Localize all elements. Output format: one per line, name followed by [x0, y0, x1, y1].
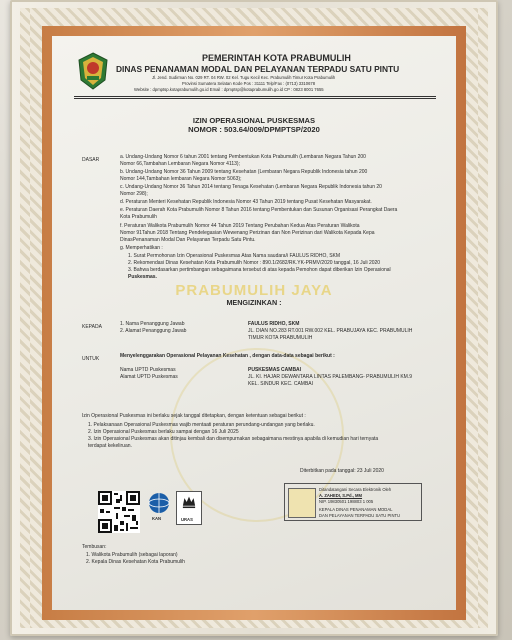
consideration-item: 3. Bahwa berdasarkan pertimbangan sebagaimana tersebut di atas kepada Pemohon dapat diberikan Izin Operasional — [128, 267, 391, 273]
dasar-item: g. Memperhatikan : — [120, 245, 163, 251]
mengizinkan-heading: MENGIZINKAN : — [226, 298, 282, 307]
untuk-field: Nama UPTD Puskesmas — [120, 367, 176, 373]
ketentuan-intro: Izin Operasional Puskesmas ini berlaku sejak tanggal ditetapkan, dengan ketentuan sebagai berikut : — [82, 413, 306, 419]
consideration-item: 2. Rekomendasi Dinas Kesehatan Kota Prabumulih Nomor : 890.1/2682/RK.YK-PRMV/2020 tanggal, 16 Juli 2020 — [128, 260, 381, 266]
document-title: IZIN OPERASIONAL PUSKESMAS — [192, 116, 316, 125]
address-line-2: Provinsi Sumatera Selatan Kode Pos : 31111 Telp/Fax : (0713) 3310678 — [182, 81, 316, 86]
document-number: NOMOR : 503.64/009/DPMPTSP/2020 — [188, 125, 320, 134]
puskesmas-address: KEL. SINDUR KEC. CAMBAI — [248, 381, 314, 387]
tembusan-label: Tembusan: — [82, 544, 107, 550]
address-line-3: Website : dpmptsp.kotaprabumulih.go.id Email : dpmptsp@kotaprabumulih.go.id CP : 0823 8001 7655 — [134, 87, 324, 92]
city-emblem-icon — [78, 52, 108, 90]
issue-date: Diterbitkan pada tanggal: 23 Juli 2020 — [300, 468, 384, 474]
dasar-item: f. Peraturan Walikota Prabumulih Nomor 44 Tahun 2019 Tentang Perubahan Kedua Atas Peraturan Walikota — [120, 223, 360, 229]
dasar-item: Nomor 144,Tambahan lembaran Negara Nomor 5063); — [120, 176, 242, 182]
ketentuan-item: 2. Izin Operasional Puskesmas berlaku sampai dengan 16 Juli 2025 — [88, 429, 239, 435]
kan-cert-logo — [146, 491, 172, 525]
untuk-label: UNTUK — [82, 356, 100, 362]
agency-name: DINAS PENANAMAN MODAL DAN PELAYANAN TERPADU SATU PINTU — [116, 64, 400, 74]
ketentuan-item: terdapat kekeliruan. — [88, 443, 132, 449]
ketentuan-item: 1. Pelaksanaan Operasional Puskesmas wajib mentaati peraturan perundang-undangan yang berlaku. — [88, 422, 315, 428]
signer-nip: NIP. 19830501 198803 1 005 — [319, 499, 374, 504]
puskesmas-address: JL. KI. HAJAR DEWANTARA LINTAS PALEMBANG- PRABUMULIH KM.9 — [248, 374, 413, 380]
consideration-item: 1. Surat Permohonan Izin Operasional Puskesmas Atas Nama saudara/i FAULUS RIDHO, SKM — [128, 253, 341, 259]
tembusan-item: 1. Walikota Prabumulih (sebagai laporan) — [86, 552, 178, 558]
dasar-item: DinasPenanaman Modal Dan Pelayanan Terpadu Satu Pintu. — [120, 237, 256, 243]
responsible-address: TIMUR KOTA PRABUMULIH — [248, 335, 313, 341]
signer-position: DAN PELAYANAN TERPADU SATU PINTU — [319, 513, 401, 518]
dasar-item: c. Undang-Undang Nomor 36 Tahun 2014 tentang Tenaga Kesehatan (Lembaran Negara Republik Indonesia tahun 20 — [120, 184, 382, 190]
uras-cert-logo — [176, 491, 202, 525]
signer-position: KEPALA DINAS PENANAMAN MODAL — [319, 507, 393, 512]
dasar-item: Nomor 91Tahun 2018 Tentang Pendelegasian Wewenang Perizinan dan Non Perizinan dari Walikota Kepada Kepa — [120, 230, 375, 236]
uras-label: URAS — [181, 517, 193, 522]
ketentuan-item: 3. Izin Operasional Puskesmas akan ditinjau kembali dan disempurnakan sebagaimana mestinya apabila di kemudian hari ternyata — [88, 436, 379, 442]
responsible-name: FAULUS RIDHO, SKM — [248, 321, 300, 327]
seal-icon — [288, 488, 316, 518]
dasar-item: e. Peraturan Daerah Kota Prabumulih Nomor 8 Tahun 2016 tentang Pembentukan dan Susunan Organisasi Perangkat Daera — [120, 207, 398, 213]
kepada-field: 2. Alamat Penanggung Jawab — [120, 328, 187, 334]
signer-name: A. ZAHEDI, S.Pd., MM — [319, 493, 363, 498]
kan-label: KAN — [152, 516, 162, 521]
dasar-item: Kota Prabumulih — [120, 214, 157, 220]
watermark-text: PRABUMULIH JAYA — [175, 282, 333, 299]
consideration-item: Puskesmas. — [128, 274, 157, 280]
dasar-label: DASAR — [82, 157, 100, 163]
kepada-label: KEPADA — [82, 324, 102, 330]
dasar-item: a. Undang-Undang Nomor 6 tahun 2001 tentang Pembentukan Kota Prabumulih (Lembaran Negara Tahun 200 — [120, 154, 366, 160]
esign-caption: Ditandatangani Secara Elektronik Oleh — [319, 487, 392, 492]
electronic-signature-box — [284, 483, 422, 521]
dasar-item: b. Undang-Undang Nomor 36 Tahun 2009 tentang Kesehatan (Lembaran Negara Republik Indonesia tahun 200 — [120, 169, 368, 175]
puskesmas-name: PUSKESMAS CAMBAI — [248, 367, 302, 373]
kepada-field: 1. Nama Penanggung Jawab — [120, 321, 185, 327]
certificate-document — [52, 36, 456, 610]
tembusan-item: 2. Kepala Dinas Kesehatan Kota Prabumulih — [86, 559, 185, 565]
dasar-item: Nomor 298); — [120, 191, 148, 197]
dasar-item: d. Peraturan Menteri Kesehatan Republik Indonesia Nomor 43 Tahun 2019 tentang Pusat Kesehatan Masyarakat. — [120, 199, 372, 205]
header-divider — [74, 96, 436, 97]
crown-icon — [177, 492, 201, 518]
responsible-address: JL. DIAN NO.283 RT.001 RW.002 KEL. PRABUJAYA KEC. PRABUMULIH — [248, 328, 413, 334]
header-divider-thin — [74, 98, 436, 99]
gov-name: PEMERINTAH KOTA PRABUMULIH — [202, 53, 351, 63]
qr-code — [98, 491, 140, 533]
untuk-field: Alamat UPTD Puskesmas — [120, 374, 178, 380]
address-line-1: Jl. Jend. Sudirman No. 029 RT. 04 RW. 02 Kel. Tugu Kecil Kec. Prabumulih Timur Kota Prabumulih — [152, 75, 336, 80]
untuk-text: Menyelenggarakan Operasional Pelayanan Kesehatan , dengan data-data sebagai berikut : — [120, 353, 335, 359]
dasar-item: Nomor 66,Tambahan Lembaran Negara Nomor 4113); — [120, 161, 240, 167]
